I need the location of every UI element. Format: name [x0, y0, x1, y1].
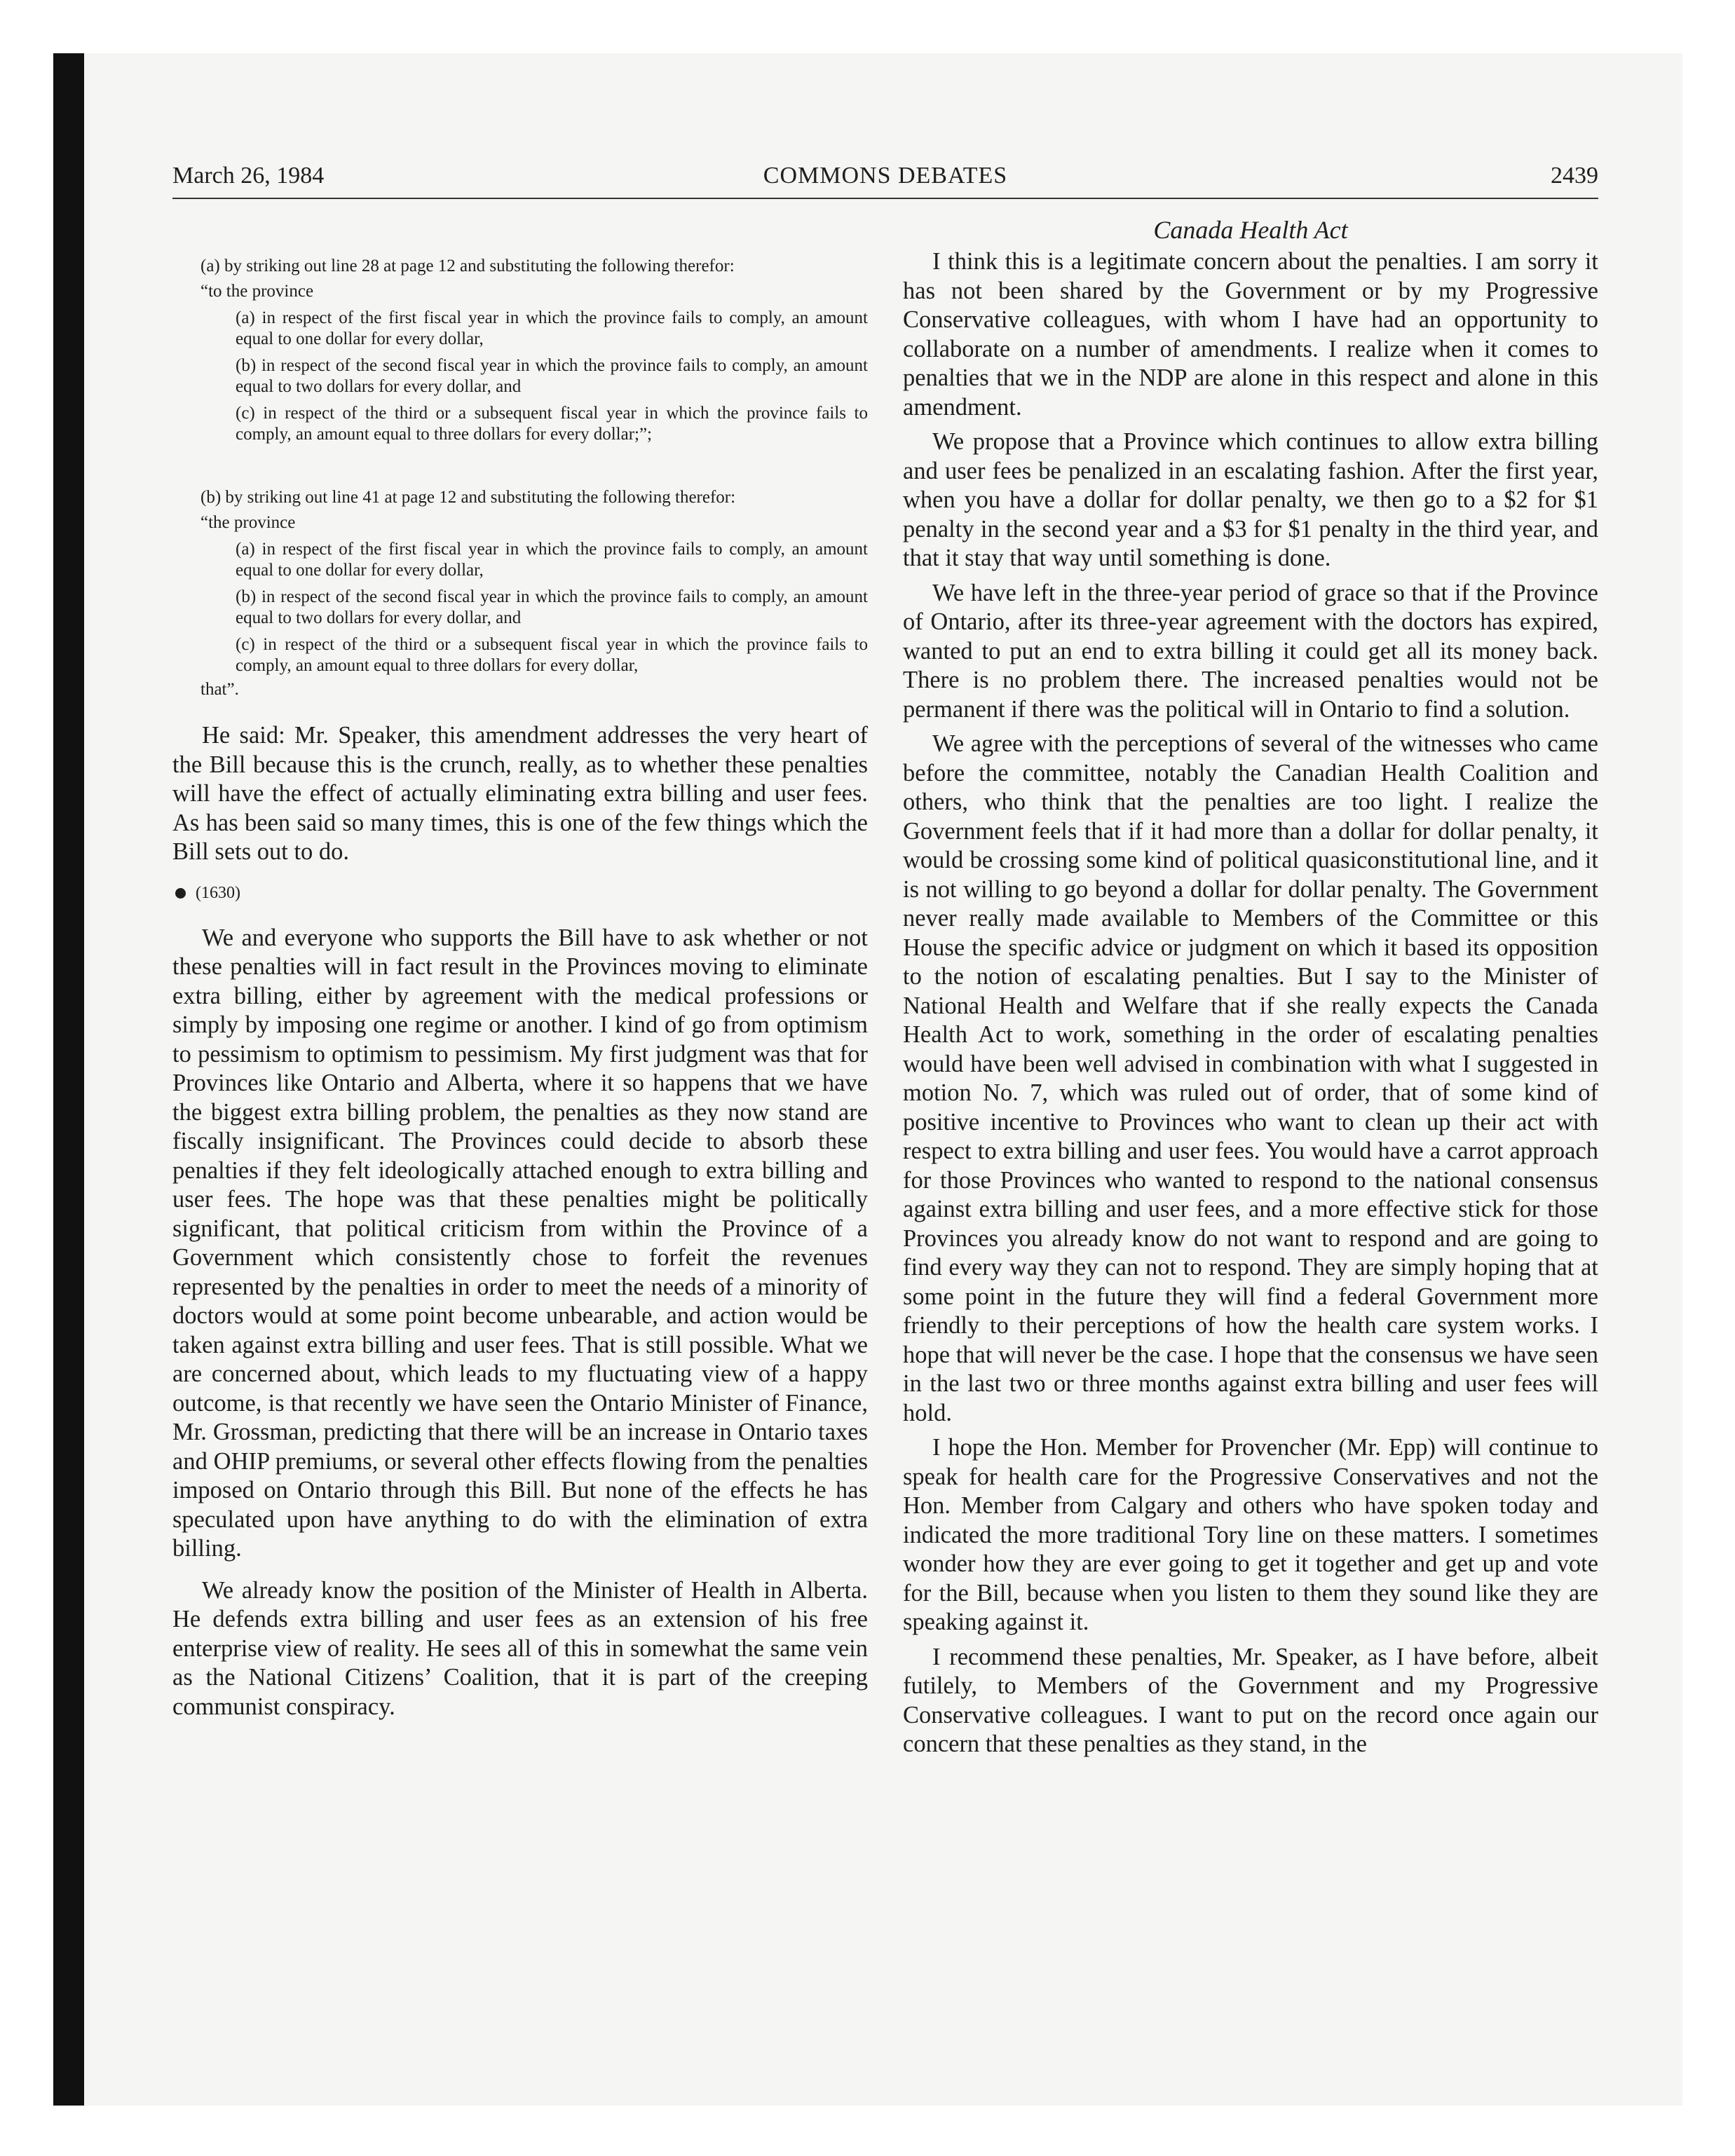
amendment-a-intro: (a) by striking out line 28 at page 12 and substituting the following therefor:: [200, 257, 735, 275]
header-rule: [172, 198, 1598, 199]
amendment-a: [172, 256, 868, 445]
amendment-b-item: (c) in respect of the third or a subsequent fiscal year in which the province fails to comply, an amount equal to three dollars for every dollar,: [236, 635, 868, 675]
time-marker-text: (1630): [196, 883, 240, 902]
amendment-a-item: (c) in respect of the third or a subsequent fiscal year in which the province fails to comply, an amount equal to three dollars for every dollar;”;: [236, 404, 868, 444]
speech-paragraph: I hope the Hon. Member for Provencher (Mr. Epp) will continue to speak for health care for the Progressive Conservatives and not the Hon. Member from Calgary and others who have spoken today and indicated the more traditional Tory line on these matters. I sometimes wonder how they are ever going to get it together and get up and vote for the Bill, because when you listen to them they sound like they are speaking against it.: [903, 1434, 1598, 1635]
speech-paragraph: We have left in the three-year period of grace so that if the Province of Ontario, after its three-year agreement with the doctors has expired, wanted to put an end to extra billing it could get all its money back. There is no problem there. The increased penalties would not be permanent if there was the political will in Ontario to find a solution.: [903, 579, 1598, 723]
amendment-b-intro: (b) by striking out line 41 at page 12 and substituting the following therefor:: [200, 488, 736, 507]
header-title: COMMONS DEBATES: [763, 163, 1008, 189]
speech-paragraph: I think this is a legitimate concern about the penalties. I am sorry it has not been shared by the Government or by my Progressive Conservative colleagues, with whom I have had an opportunity to collaborate on a number of amendments. I realize when it comes to penalties that we in the NDP are alone in this respect and alone in this amendment.: [903, 248, 1598, 421]
speech-paragraph: He said: Mr. Speaker, this amendment addresses the very heart of the Bill because this is the crunch, really, as to whether these penalties will have the effect of actually eliminating extra billing and user fees. As has been said so many times, this is one of the few things which the Bill sets out to do.: [172, 722, 868, 865]
right-column: [903, 214, 1598, 2078]
scan-edge-bar: [53, 53, 84, 2106]
speech-paragraph: We already know the position of the Minister of Health in Alberta. He defends extra billing and user fees as an extension of his free enterprise view of reality. He sees all of this in somewhat the same vein as the National Citizens’ Coalition, that it is part of the creeping communist conspiracy.: [172, 1576, 868, 1720]
speech-paragraph: We agree with the perceptions of several of the witnesses who came before the committee, notably the Canadian Health Coalition and others, who think that the penalties are too light. I realize the Government feels that if it had more than a dollar for dollar penalty, it would be crossing some kind of political quasiconstitutional line, and it is not willing to go beyond a dollar for dollar penalty. The Government never really made available to Members of the Committee or this House the specific advice or judgment on which it based its opposition to the notion of escalating penalties. But I say to the Minister of National Health and Welfare that if she really expects the Canada Health Act to work, something in the order of escalating penalties would have been well advised in combination with what I suggested in motion No. 7, which was ruled out of order, that of some kind of positive incentive to Provinces who want to clean up their act with respect to extra billing and user fees. You would have a carrot approach for those Provinces who wanted to respond to the national consensus against extra billing and user fees, and a more effective stick for those Provinces you already know do not want to respond and are going to find every way they can not to respond. They are simply hoping that at some point in the future they will find a federal Government more friendly to their perceptions of how the health care system works. I hope that will never be the case. I hope that the consensus we have seen in the last two or three months against extra billing and user fees will hold.: [903, 730, 1598, 1426]
amendment-b: [172, 487, 868, 700]
amendment-b-quote-open: “the province: [200, 513, 296, 532]
page-header: [172, 163, 1598, 198]
left-column: [172, 214, 868, 2078]
speech-paragraph: We propose that a Province which continues to allow extra billing and user fees be penalized in an escalating fashion. After the first year, when you have a dollar for dollar penalty, we then go to a $2 for $1 penalty in the second year and a $3 for $1 penalty in the third year, and that it stay that way until something is done.: [903, 428, 1598, 571]
section-title: Canada Health Act: [1153, 216, 1348, 244]
amendment-b-item: (a) in respect of the first fiscal year in which the province fails to comply, an amount equal to one dollar for every dollar,: [236, 540, 868, 580]
header-page-number: 2439: [1551, 163, 1598, 189]
speech-paragraph: I recommend these penalties, Mr. Speaker, as I have before, albeit futilely, to Members of the Government and my Progressive Conservative colleagues. I want to put on the record once again our concern that these penalties as they stand, in the: [903, 1643, 1598, 1757]
amendment-b-item: (b) in respect of the second fiscal year in which the province fails to comply, an amount equal to two dollars for every dollar, and: [236, 587, 868, 627]
amendment-a-quote-open: “to the province: [200, 282, 314, 301]
bullet-icon: [175, 888, 186, 899]
amendment-a-item: (b) in respect of the second fiscal year in which the province fails to comply, an amount equal to two dollars for every dollar, and: [236, 356, 868, 396]
speech-paragraph: We and everyone who supports the Bill have to ask whether or not these penalties will in fact result in the Provinces moving to eliminate extra billing, either by agreement with the medical professions or simply by imposing one regime or another. I kind of go from optimism to pessimism to optimism to pessimism. My first judgment was that for Provinces like Ontario and Alberta, where it so happens that we have the biggest extra billing problem, the penalties as they now stand are fiscally insignificant. The Provinces could decide to absorb these penalties if they felt ideologically attached enough to extra billing and user fees. The hope was that these penalties might be politically significant, that political criticism from within the Province of a Government which consistently chose to forfeit the revenues represented by the penalties in order to meet the needs of a minority of doctors would at some point become unbearable, and action would be taken against extra billing and user fees. That is still possible. What we are concerned about, which leads to my fluctuating view of a happy outcome, is that recently we have seen the Ontario Minister of Finance, Mr. Grossman, predicting that there will be an increase in Ontario taxes and OHIP premiums, or several other effects flowing from the penalties imposed on Ontario through this Bill. But none of the effects he has speculated upon have anything to do with the elimination of extra billing.: [172, 924, 868, 1562]
amendment-a-item: (a) in respect of the first fiscal year in which the province fails to comply, an amount equal to one dollar for every dollar,: [236, 308, 868, 348]
time-marker: [175, 884, 868, 903]
amendment-b-closing: that”.: [200, 680, 239, 699]
header-date: March 26, 1984: [172, 163, 325, 189]
